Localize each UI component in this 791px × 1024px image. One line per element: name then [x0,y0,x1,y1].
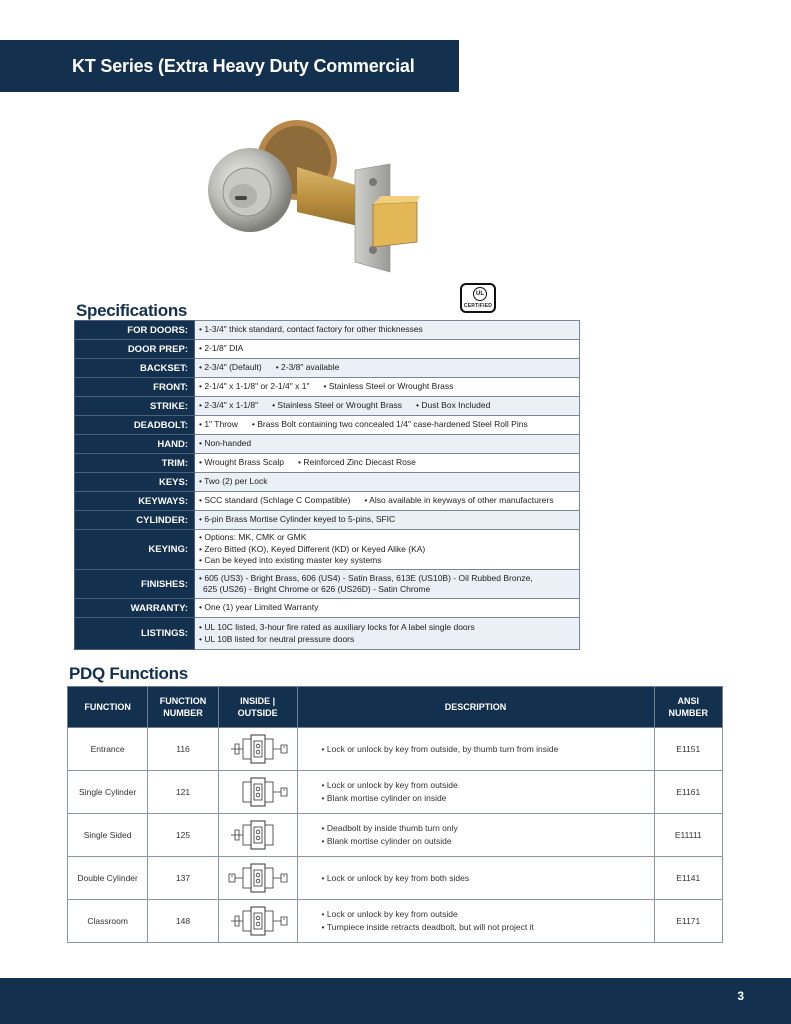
spec-row [75,435,580,454]
function-description [297,857,654,900]
description-line: • Lock or unlock by key from outside [321,780,458,790]
function-number: 137 [148,857,219,900]
spec-row [75,416,580,435]
spec-value-text: • 1-3/4" thick standard, contact factory for other thicknesses [199,324,423,335]
function-description [297,814,654,857]
spec-value-text: • 2-3/4" (Default) [199,362,262,373]
spec-label: TRIM: [75,454,195,473]
spec-value-line [199,438,579,450]
specifications-heading: Specifications [76,301,188,320]
spec-value-text: • SCC standard (Schlage C Compatible) [199,495,351,506]
spec-label: LISTINGS: [75,618,195,650]
spec-value-text: • Options: MK, CMK or GMK [199,532,307,543]
ul-mark: UL [473,287,487,301]
spec-value-text: • 2-1/8" DIA [199,343,244,354]
function-name: Single Cylinder [68,771,148,814]
description-line: • Blank mortise cylinder on outside [321,836,452,846]
spec-value-text: • 6-pin Brass Mortise Cylinder keyed to 5-pins, SFIC [199,514,396,525]
spec-value-line [199,514,579,526]
spec-label: WARRANTY: [75,599,195,618]
spec-label: DOOR PREP: [75,340,195,359]
ansi-number: E1151 [654,728,722,771]
spec-value-line [199,457,579,469]
spec-row [75,492,580,511]
inside-outside-diagram [218,771,297,814]
ansi-number: E1141 [654,857,722,900]
spec-value-text: • Reinforced Zinc Diecast Rose [298,457,416,468]
spec-row [75,397,580,416]
spec-row [75,321,580,340]
spec-label: STRIKE: [75,397,195,416]
deadbolt-product-image [205,112,425,282]
spec-value-line [199,476,579,488]
spec-value-line [199,362,579,374]
spec-value [195,492,580,511]
spec-value-line [199,573,579,585]
spec-label: HAND: [75,435,195,454]
spec-value-text: • Wrought Brass Scalp [199,457,285,468]
spec-value-text: 625 (US26) - Bright Chrome or 626 (US26D) - Satin Chrome [203,584,431,594]
spec-value-text: • Brass Bolt containing two concealed 1/4" case-hardened Steel Roll Pins [251,419,528,430]
function-description [297,900,654,943]
spec-value-text: • UL 10B listed for neutral pressure doors [199,633,355,644]
spec-label: DEADBOLT: [75,416,195,435]
spec-value [195,599,580,618]
spec-value-text: • Dust Box Included [416,400,491,411]
column-header: FUNCTION NUMBER [148,687,219,728]
spec-row [75,340,580,359]
function-number: 116 [148,728,219,771]
spec-value-line [199,381,579,393]
turnpiece-and-key-icon [223,905,293,937]
description-line: • Deadbolt by inside thumb turn only [321,823,458,833]
function-number: 121 [148,771,219,814]
function-name: Double Cylinder [68,857,148,900]
ansi-number: E11111 [654,814,722,857]
spec-value-text: • Zero Bitted (KO), Keyed Different (KD) or Keyed Alike (KA) [199,543,426,554]
spec-label: BACKSET: [75,359,195,378]
spec-label: KEYS: [75,473,195,492]
function-name: Entrance [68,728,148,771]
table-row [68,900,723,943]
spec-value [195,435,580,454]
spec-row [75,359,580,378]
spec-value-line [199,634,579,646]
spec-value [195,397,580,416]
column-header: INSIDE | OUTSIDE [218,687,297,728]
spec-value [195,416,580,435]
spec-row [75,618,580,650]
pdq-functions-heading: PDQ Functions [69,664,188,683]
spec-value-line [199,544,579,556]
spec-value [195,359,580,378]
spec-value [195,378,580,397]
spec-value-text: • Non-handed [199,438,252,449]
function-number: 125 [148,814,219,857]
description-line: • Blank mortise cylinder on inside [321,793,447,803]
spec-value-line [199,584,579,596]
spec-value-text: • One (1) year Limited Warranty [199,602,319,613]
function-description [297,728,654,771]
inside-outside-diagram [218,900,297,943]
description-line: • Turnpiece inside retracts deadbolt, but will not project it [321,922,534,932]
function-description [297,771,654,814]
spec-value-text: • 605 (US3) - Bright Brass, 606 (US4) - Satin Brass, 613E (US10B) - Oil Rubbed Bronze, [199,572,533,583]
spec-row [75,473,580,492]
spec-value-text: • Stainless Steel or Wrought Brass [323,381,454,392]
spec-value [195,321,580,340]
spec-value-line [199,602,579,614]
inside-outside-diagram [218,814,297,857]
spec-value [195,618,580,650]
spec-value-line [199,400,579,412]
description-line: • Lock or unlock by key from both sides [321,872,470,883]
ansi-number: E1171 [654,900,722,943]
description-line: • Lock or unlock by key from outside, by thumb turn from inside [321,743,559,754]
function-number: 148 [148,900,219,943]
spec-value-text: • Also available in keyways of other manufacturers [364,495,554,506]
spec-value-text: • UL 10C listed, 3-hour fire rated as auxiliary locks for A label single doors [199,622,475,632]
spec-value [195,340,580,359]
inside-outside-diagram [218,857,297,900]
spec-value-text: • Can be keyed into existing master key systems [199,555,382,566]
spec-value-line [199,532,579,544]
spec-row [75,570,580,599]
spec-row [75,378,580,397]
table-row [68,857,723,900]
page-footer [0,978,791,1024]
spec-value [195,511,580,530]
spec-label: FOR DOORS: [75,321,195,340]
spec-row [75,511,580,530]
spec-row [75,530,580,570]
function-name: Classroom [68,900,148,943]
pdq-functions-table [67,686,723,943]
spec-value-line [199,343,579,355]
spec-value-line [199,495,579,507]
column-header: ANSI NUMBER [654,687,722,728]
spec-value-text: • 1" Throw [199,419,238,430]
column-header: FUNCTION [68,687,148,728]
spec-value-text: • Two (2) per Lock [199,476,268,487]
thumbturn-and-blank-icon [223,819,293,851]
spec-value-line [199,324,579,336]
function-name: Single Sided [68,814,148,857]
spec-value-line [199,555,579,567]
spec-label: KEYWAYS: [75,492,195,511]
description-line: • Lock or unlock by key from outside [321,909,458,919]
spec-value [195,570,580,599]
spec-row [75,454,580,473]
ul-certified-logo [460,283,496,313]
page-title: KT Series (Extra Heavy Duty Commercial Grade) [0,40,459,92]
spec-value-text: • 2-3/4" x 1-1/8" [199,400,259,411]
ansi-number: E1161 [654,771,722,814]
spec-value-text: • 2-1/4" x 1-1/8" or 2-1/4" x 1" [199,381,310,392]
spec-value-text: • 2-3/8" available [275,362,340,373]
spec-row [75,599,580,618]
spec-value [195,473,580,492]
column-header: DESCRIPTION [297,687,654,728]
key-and-key-icon [223,862,293,894]
spec-value [195,530,580,570]
spec-value-line [199,419,579,431]
table-row [68,771,723,814]
spec-value-text: • Stainless Steel or Wrought Brass [272,400,402,411]
ul-certified-text: CERTIFIED [463,303,493,309]
blank-and-key-icon [223,776,293,808]
spec-label: FRONT: [75,378,195,397]
spec-value [195,454,580,473]
page-number: 3 [737,989,744,1003]
spec-value-line [199,622,579,634]
thumbturn-and-key-icon [223,733,293,765]
spec-label: CYLINDER: [75,511,195,530]
table-row [68,814,723,857]
spec-label: FINISHES: [75,570,195,599]
inside-outside-diagram [218,728,297,771]
table-row [68,728,723,771]
spec-label: KEYING: [75,530,195,570]
specifications-table [74,320,580,650]
